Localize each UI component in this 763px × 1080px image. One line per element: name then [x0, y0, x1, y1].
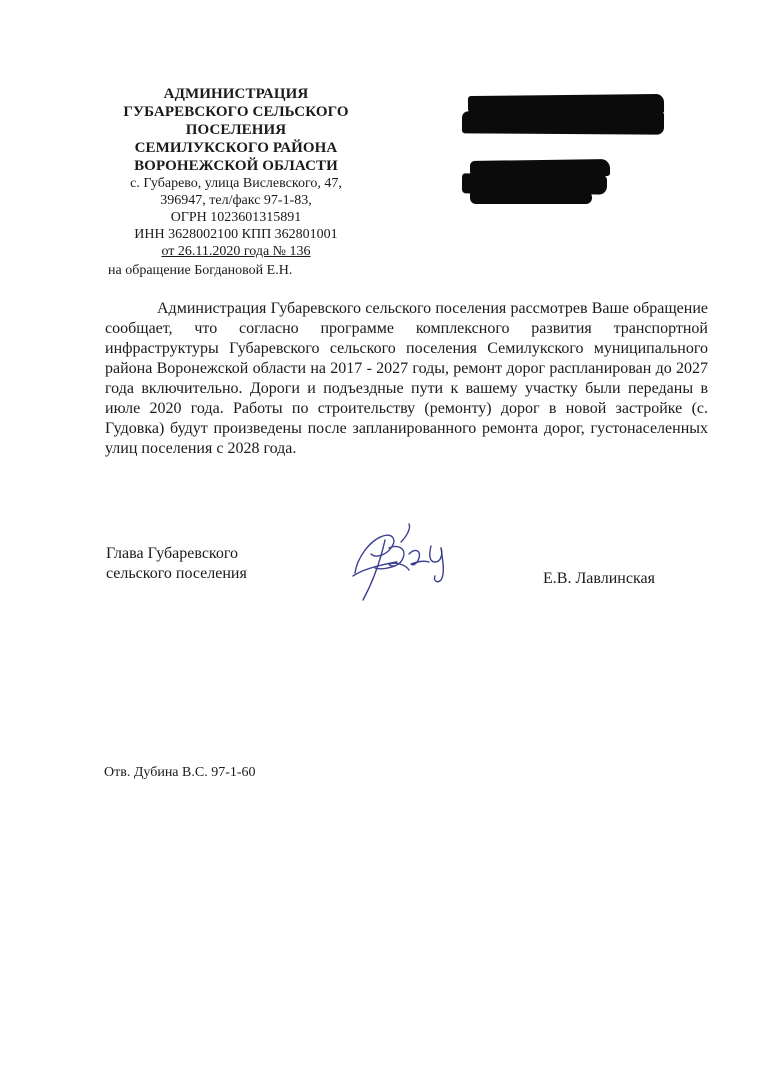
address-line: с. Губарево, улица Вислевского, 47,	[130, 176, 342, 191]
letter-body-paragraph: Администрация Губаревского сельского поселения рассмотрев Ваше обращение сообщает, что согласно программе комплексного развития транспортной инфраструктуры Губаревского сельского поселения Семилукского муниципального района Воронежской области на 2017 - 2027 годы, ремонт дорог распланирован до 2027 года включительно. Дороги и подъездные пути к вашему участку были переданы в июле 2020 года. Работы по строительству (ремонту) дорог в новой застройке (с. Гудовка) будут произведены после запланированного ремонта дорог, густонаселенных улиц поселения с 2028 года.	[105, 300, 708, 457]
postcode-phone-line: 396947, тел/факс 97-1-83,	[160, 193, 312, 208]
redaction-bar	[470, 192, 592, 204]
executor-line: Отв. Дубина В.С. 97-1-60	[104, 765, 256, 780]
org-name-line: ПОСЕЛЕНИЯ	[185, 122, 287, 138]
org-name-line: ГУБАРЕВСКОГО СЕЛЬСКОГО	[123, 104, 349, 120]
reference-line: на обращение Богдановой Е.Н.	[108, 263, 293, 278]
signatory-name: Е.В. Лавлинская	[543, 570, 655, 587]
signatory-title	[106, 544, 247, 584]
signatory-title-line: сельского поселения	[106, 565, 247, 582]
signatory-title-line: Глава Губаревского	[106, 545, 239, 562]
org-name-line: ВОРОНЕЖСКОЙ ОБЛАСТИ	[134, 158, 338, 174]
redaction-bar	[462, 111, 664, 134]
org-name-line: АДМИНИСТРАЦИЯ	[163, 86, 309, 102]
date-number-line: от 26.11.2020 года № 136	[161, 244, 311, 259]
ogrn-line: ОГРН 1023601315891	[170, 210, 302, 225]
handwritten-signature	[345, 518, 480, 606]
inn-kpp-line: ИНН 3628002100 КПП 362801001	[134, 227, 338, 242]
org-name-line: СЕМИЛУКСКОГО РАЙОНА	[134, 140, 338, 156]
letterhead	[105, 85, 367, 260]
